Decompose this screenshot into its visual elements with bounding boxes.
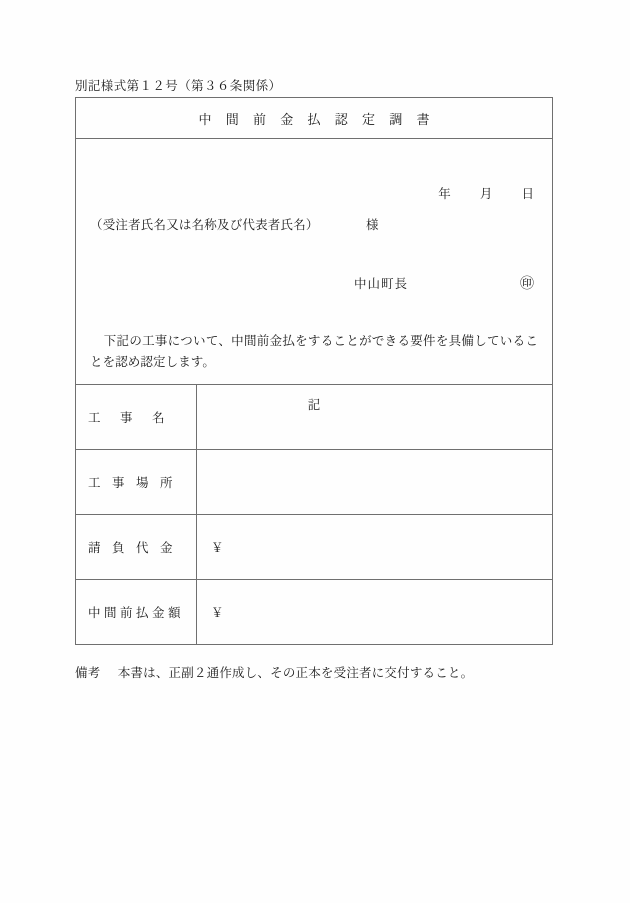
title-band xyxy=(76,98,552,139)
label-char: 前 xyxy=(120,606,133,620)
value-entry[interactable] xyxy=(228,541,538,554)
field-label-construction-site xyxy=(76,450,197,514)
remark-text: 本書は、正副２通作成し、その正本を受注者に交付すること。 xyxy=(117,666,474,680)
label-char: 場 xyxy=(136,476,149,490)
label-char: 代 xyxy=(136,541,149,555)
label-text xyxy=(88,538,184,556)
label-text xyxy=(88,603,184,621)
label-text xyxy=(88,408,184,426)
label-char: 請 xyxy=(88,541,101,555)
label-char: 所 xyxy=(160,476,173,490)
document-title: 中 間 前 金 払 認 定 調 書 xyxy=(198,111,435,127)
value-entry[interactable] xyxy=(211,476,538,489)
table-row xyxy=(76,450,552,515)
form-number-label: 別記様式第１２号（第３６条関係） xyxy=(75,79,282,93)
field-value-contract-amount[interactable] xyxy=(197,515,552,579)
date-line xyxy=(438,184,534,202)
label-char: 工 xyxy=(88,411,101,425)
yen-symbol: ￥ xyxy=(211,606,224,620)
document-header-block xyxy=(76,139,552,412)
label-char: 中 xyxy=(88,606,101,620)
addressee-label: （受注者氏名又は名称及び代表者氏名） xyxy=(90,218,319,232)
yen-symbol: ￥ xyxy=(211,541,224,555)
addressee-line xyxy=(90,215,379,233)
date-month-label: 月 xyxy=(479,187,493,201)
label-text xyxy=(88,473,184,491)
body-paragraph: 下記の工事について、中間前金払をすることができる要件を具備していることを認め認定します。 xyxy=(90,334,538,369)
label-char: 間 xyxy=(104,606,117,620)
field-value-construction-site[interactable] xyxy=(197,450,552,514)
kigo-marker: 記 xyxy=(307,398,321,412)
addressee-honorific: 様 xyxy=(365,218,379,232)
seal-icon: ㊞ xyxy=(520,277,534,292)
field-table xyxy=(76,385,552,644)
label-char: 負 xyxy=(112,541,125,555)
date-day-label: 日 xyxy=(521,187,534,201)
field-label-contract-amount xyxy=(76,515,197,579)
table-row xyxy=(76,515,552,580)
label-char: 金 xyxy=(152,606,165,620)
signer-name: 中山町長 xyxy=(354,277,409,291)
signer-line xyxy=(354,273,534,293)
label-char: 金 xyxy=(160,541,173,555)
value-entry[interactable] xyxy=(228,606,538,619)
label-char: 事 xyxy=(120,411,133,425)
table-row xyxy=(76,580,552,644)
remark-note xyxy=(75,663,473,681)
label-char: 事 xyxy=(112,476,125,490)
label-char: 払 xyxy=(136,606,149,620)
field-label-construction-name xyxy=(76,385,197,449)
document-frame xyxy=(75,97,553,645)
label-char: 工 xyxy=(88,476,101,490)
remark-label: 備考 xyxy=(75,666,101,680)
table-row xyxy=(76,385,552,450)
value-entry[interactable] xyxy=(211,411,538,424)
field-value-construction-name[interactable] xyxy=(197,385,552,449)
date-year-label: 年 xyxy=(438,187,451,201)
label-char: 名 xyxy=(152,411,165,425)
field-label-interim-prepayment xyxy=(76,580,197,644)
field-value-interim-prepayment[interactable] xyxy=(197,580,552,644)
label-char: 額 xyxy=(168,606,181,620)
